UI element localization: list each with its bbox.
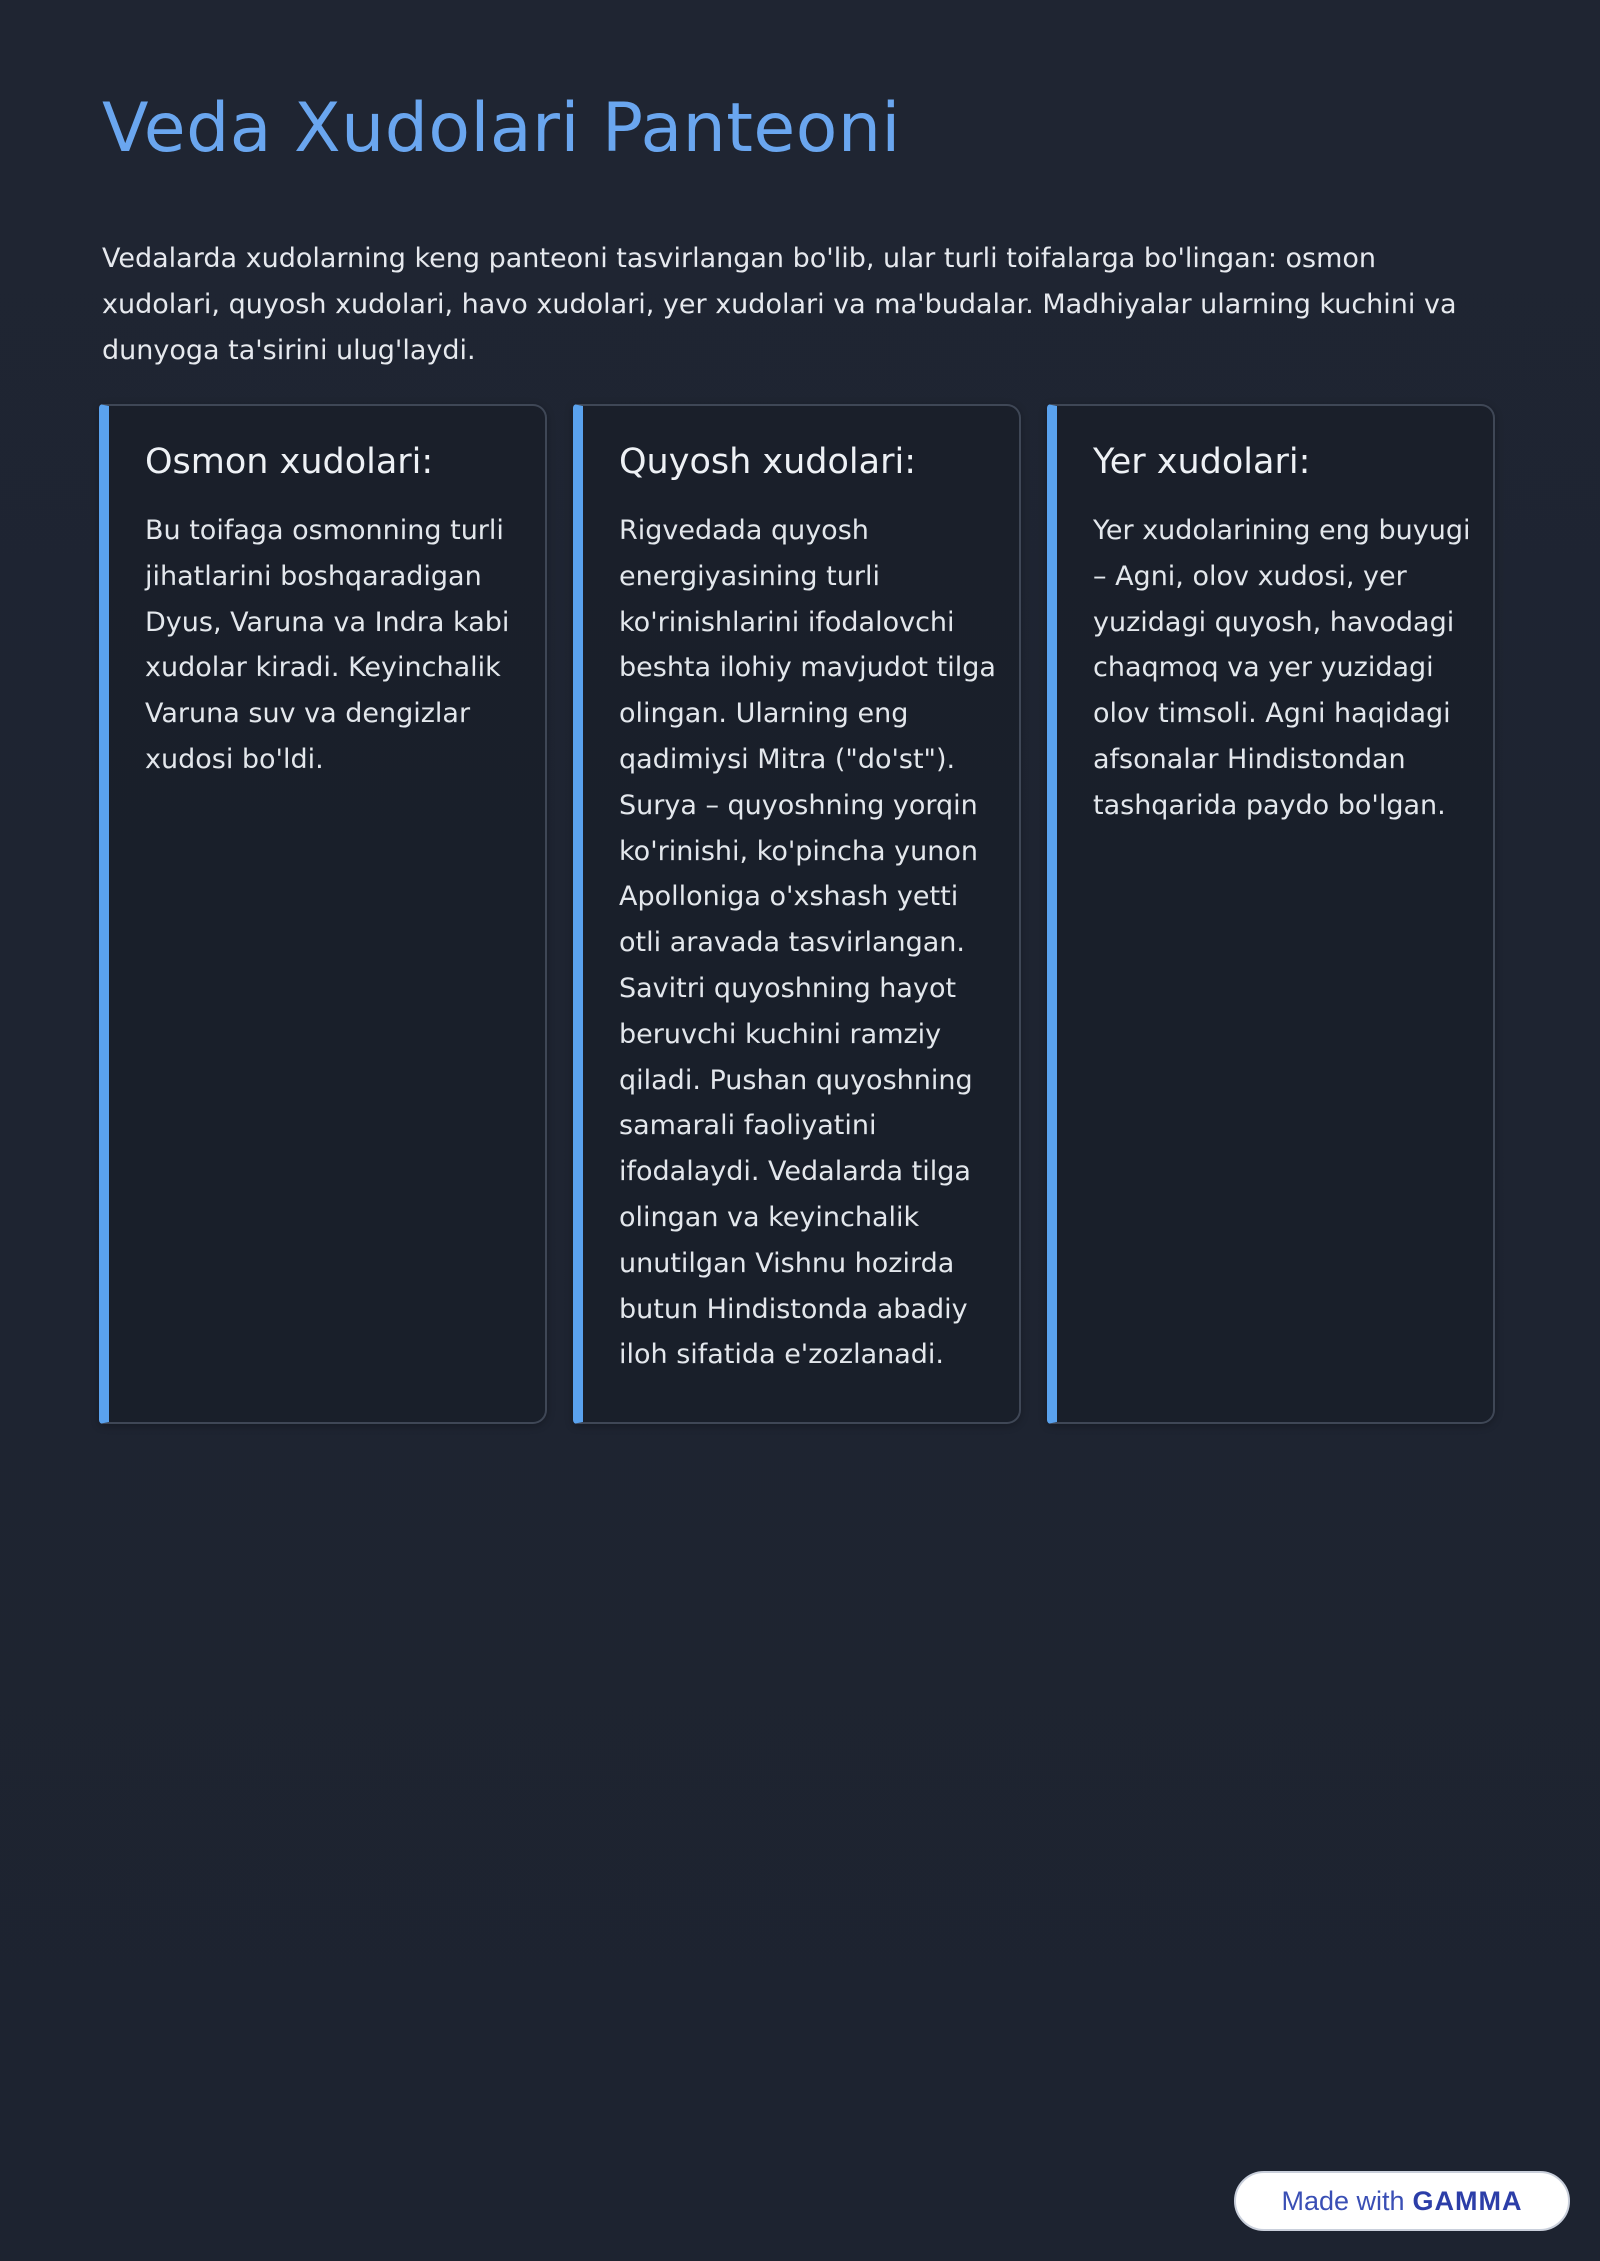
gamma-logo-text: GAMMA bbox=[1412, 2185, 1523, 2216]
card-body: Rigvedada quyosh energiyasining turli ko'rinishlarini ifodalovchi beshta ilohiy mavjudot tilga olingan. Ularning eng qadimiysi Mitra ("do'st"). Surya – quyoshning yorqin ko'rinishi, ko'pincha yunon Apolloniga o'xshash yetti otli aravada tasvirlangan. Savitri quyoshning hayot beruvchi kuchini ramziy qiladi. Pushan quyoshning samarali faoliyatini ifodalaydi. Vedalarda tilga olingan va keyinchalik unutilgan Vishnu hozirda butun Hindistonda abadiy iloh sifatida e'zozlanadi. bbox=[619, 515, 996, 1371]
card-title: Quyosh xudolari: bbox=[619, 442, 917, 482]
card-earth-gods bbox=[1047, 404, 1495, 1424]
card-title: Osmon xudolari: bbox=[145, 442, 434, 482]
card-sky-gods bbox=[99, 404, 547, 1424]
card-body: Yer xudolarining eng buyugi – Agni, olov xudosi, yer yuzidagi quyosh, havodagi chaqmoq va yer yuzidagi olov timsoli. Agni haqidagi afsonalar Hindistondan tashqarida paydo bo'lgan. bbox=[1093, 515, 1471, 821]
category-cards bbox=[99, 404, 1499, 1426]
badge-made-with-label: Made with bbox=[1281, 2185, 1405, 2216]
made-with-gamma-badge[interactable] bbox=[1234, 2171, 1570, 2231]
card-title: Yer xudolari: bbox=[1093, 442, 1311, 482]
card-sun-gods bbox=[573, 404, 1021, 1424]
card-body: Bu toifaga osmonning turli jihatlarini boshqaradigan Dyus, Varuna va Indra kabi xudolar kiradi. Keyinchalik Varuna suv va dengizlar xudosi bo'ldi. bbox=[145, 515, 510, 775]
page-title: Veda Xudolari Panteoni bbox=[102, 89, 901, 168]
intro-paragraph: Vedalarda xudolarning keng panteoni tasvirlangan bo'lib, ular turli toifalarga bo'lingan: osmon xudolari, quyosh xudolari, havo xudolari, yer xudolari va ma'budalar. Madhiyalar ularning kuchini va dunyoga ta'sirini ulug'laydi. bbox=[102, 243, 1457, 366]
